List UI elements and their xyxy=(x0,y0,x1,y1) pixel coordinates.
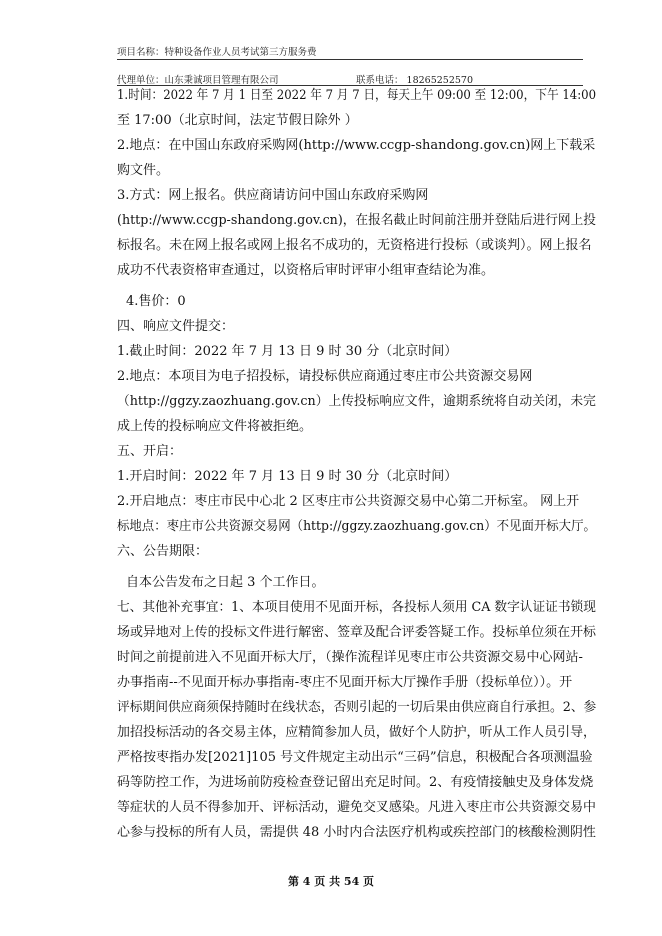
body-line: 至 17:00（北京时间，法定节假日除外 ） xyxy=(117,113,358,128)
body-line: 等症状的人员不得参加开、评标活动，避免交叉感染。凡进入枣庄市公共资源交易中 xyxy=(117,800,596,815)
body-line: （http://ggzy.zaozhuang.gov.cn）上传投标响应文件，逾期系统将自动关闭，未完 xyxy=(117,394,596,409)
body-line: 自本公告发布之日起 3 个工作日。 xyxy=(126,575,325,590)
body-line: 3.方式：网上报名。供应商请访问中国山东政府采购网 xyxy=(117,188,429,203)
body-line: 2.地点：本项目为电子招投标，请投标供应商通过枣庄市公共资源交易网 xyxy=(117,369,533,384)
body-line: 2.开启地点：枣庄市民中心北 2 区枣庄市公共资源交易中心第二开标室。 网上开 xyxy=(117,494,580,509)
body-line: 1.截止时间：2022 年 7 月 13 日 9 时 30 分（北京时间） xyxy=(117,344,458,359)
section-heading: 四、响应文件提交： xyxy=(117,319,235,334)
header-divider-bottom xyxy=(117,85,583,86)
body-line: 标报名。未在网上报名或网上报名不成功的，无资格进行投标（或谈判）。网上报名 xyxy=(117,238,592,253)
body-line: 加招投标活动的各交易主体，应精简参加人员，做好个人防护，听从工作人员引导， xyxy=(117,725,596,740)
section-heading: 六、公告期限： xyxy=(117,544,209,559)
body-line: 成上传的投标响应文件将被拒绝。 xyxy=(117,419,313,434)
body-line: 评标期间供应商须保持随时在线状态，否则引起的一切后果由供应商自行承担。2、参 xyxy=(117,700,597,715)
body-line: 码等防控工作，为进场前防疫检查登记留出充足时间。2、有疫情接触史及身体发烧 xyxy=(117,775,594,790)
header-project-name: 项目名称：特种设备作业人员考试第三方服务费 xyxy=(117,47,317,58)
header-divider-top xyxy=(117,59,583,60)
page-number: 第 4 页 共 54 页 xyxy=(287,875,375,888)
body-line: 购文件。 xyxy=(117,163,170,178)
body-line: (http://www.ccgp-shandong.gov.cn)，在报名截止时间前注册并登陆后进行网上投 xyxy=(117,213,596,228)
body-line: 场或异地对上传的投标文件进行解密、签章及配合评委答疑工作。投标单位须在开标 xyxy=(117,625,596,640)
section-heading: 五、开启： xyxy=(117,444,183,459)
body-line: 标地点：枣庄市公共资源交易网（http://ggzy.zaozhuang.gov.cn）不见面开标大厅。 xyxy=(117,519,596,534)
body-line: 办事指南--不见面开标办事指南-枣庄不见面开标大厅操作手册（投标单位））。开 xyxy=(117,675,573,690)
header-agent: 代理单位：山东秉诚项目管理有限公司 xyxy=(117,75,279,86)
header-agent-row xyxy=(117,72,583,86)
body-line: 4.售价：0 xyxy=(126,294,186,309)
section-heading: 七、其他补充事宜：1、本项目使用不见面开标，各投标人须用 CA 数字认证证书锁现 xyxy=(117,600,596,615)
header-phone: 联系电话： 18265252570 xyxy=(356,75,474,86)
body-line: 心参与投标的所有人员，需提供 48 小时内合法医疗机构或疾控部门的核酸检测阴性 xyxy=(117,825,596,840)
body-line: 1.开启时间：2022 年 7 月 13 日 9 时 30 分（北京时间） xyxy=(117,469,458,484)
body-line: 1.时间：2022 年 7 月 1 日至 2022 年 7 月 7 日，每天上午 09:00 至 12:00，下午 14:00 xyxy=(117,88,597,103)
body-line: 2.地点：在中国山东政府采购网(http://www.ccgp-shandong.gov.cn)网上下载采 xyxy=(117,138,596,153)
body-line: 时间之前提前进入不见面开标大厅，（操作流程详见枣庄市公共资源交易中心网站- xyxy=(117,650,583,665)
body-line: 成功不代表资格审查通过，以资格后审时评审小组审查结论为准。 xyxy=(117,263,495,278)
body-line: 严格按枣指办发[2021]105 号文件规定主动出示“三码”信息，积极配合各项测温验 xyxy=(117,750,593,765)
